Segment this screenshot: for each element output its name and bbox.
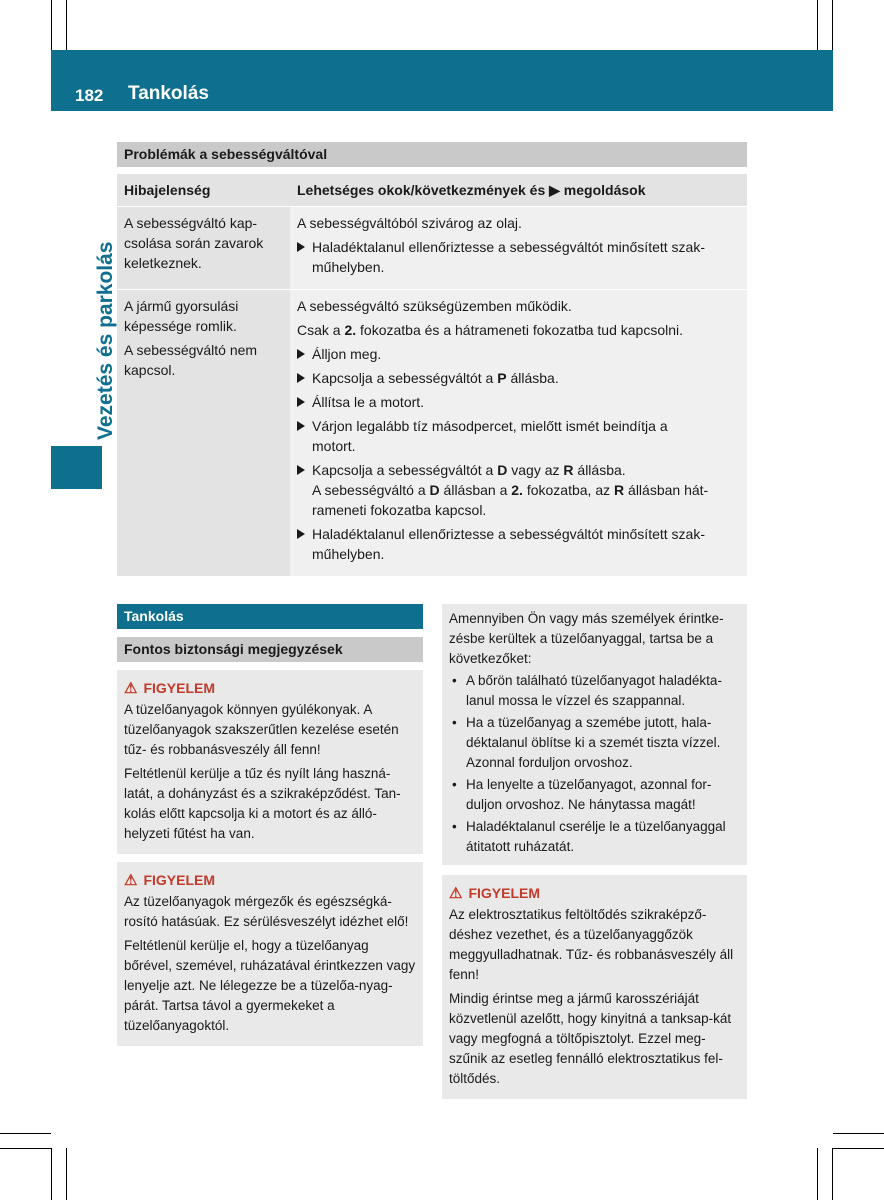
crop-mark	[51, 1148, 52, 1200]
bullet-icon: •	[452, 777, 457, 792]
list-item-text: A bőrön található tüzelőanyagot haladékta-lanul mossa le vízzel és szappannal.	[466, 673, 722, 708]
action-text	[312, 368, 559, 388]
table-row	[117, 207, 747, 289]
action-item	[297, 460, 740, 520]
warning-triangle-icon: ⚠	[124, 680, 138, 697]
list-item	[449, 713, 740, 773]
symptom-cell	[117, 207, 290, 289]
note-text-part: fokozatba, az	[522, 482, 615, 498]
action-item	[297, 524, 740, 564]
page-number: 182	[75, 86, 104, 105]
warning-heading	[124, 870, 416, 891]
table-header-symptom: Hibajelenség	[124, 182, 211, 198]
list-item-text: Ha a tüzelőanyag a szemébe jutott, hala-déktalanul öblítse ki a szemét tiszta vízzel. Azonnal forduljon orvoshoz.	[466, 715, 721, 770]
list-item	[449, 817, 740, 857]
symptom-text: A jármű gyorsulási képessége romlik.	[124, 298, 239, 334]
crop-mark	[66, 0, 67, 50]
warning-label: FIGYELEM	[143, 680, 216, 696]
arrow-icon	[297, 368, 312, 388]
action-text-part: Kapcsolja a sebességváltót a	[312, 370, 498, 386]
gear-label: D	[497, 462, 508, 478]
crop-mark	[66, 1148, 67, 1200]
section-title: Tankolás	[117, 604, 423, 629]
cause-text: A sebességváltóból szivárog az olaj.	[297, 215, 522, 231]
crop-mark	[817, 0, 818, 50]
warning-text: Az tüzelőanyagok mérgezők és egészségká-rosító hatásúak. Ez sérülésveszélyt idézhet elő!	[124, 894, 409, 929]
symptom-text: A sebességváltó nem kapcsol.	[124, 342, 258, 378]
arrow-icon	[297, 460, 312, 520]
symptom-text: A sebességváltó kap- csolása során zavarok keletkeznek.	[124, 215, 264, 271]
warning-text: Az elektrosztatikus feltöltődés szikraképző-déshez vezethet, és a tüzelőanyaggőzök meggyulladhatnak. Tűz- és robbanásveszély áll fenn!	[449, 907, 734, 982]
page-title: Tankolás	[128, 83, 209, 104]
action-text-part: állásba.	[573, 462, 626, 478]
action-text-part: állásba.	[506, 370, 559, 386]
first-aid-box	[442, 604, 747, 865]
action-text: Álljon meg.	[312, 346, 382, 362]
action-item	[297, 416, 740, 456]
arrow-icon	[297, 392, 312, 412]
warning-label: FIGYELEM	[143, 872, 216, 888]
gear-label: R	[614, 482, 625, 498]
warning-text: Feltétlenül kerülje a tűz és nyílt láng haszná-latát, a dohányzást és a szikraképződést. Tan-kolás előtt kapcsolja ki a motort és az álló-helyzeti fűtést ha van.	[124, 766, 401, 841]
table-row	[117, 290, 747, 576]
crop-mark	[833, 1133, 884, 1134]
table-title: Problémák a sebességváltóval	[117, 142, 747, 167]
action-item	[297, 392, 740, 412]
warning-triangle-icon: ⚠	[449, 885, 463, 902]
warning-text: Mindig érintse meg a jármű karosszériáját közvetlenül azelőtt, hogy kinyitná a tanksap-kát vagy megfogná a töltőpisztolyt. Ezzel meg-szűnik az esetleg fennálló elektrosztatikus fel-töltődés.	[449, 991, 732, 1086]
warning-heading	[124, 678, 416, 699]
table-header-row	[117, 174, 747, 206]
bullet-icon: •	[452, 819, 457, 834]
warning-label: FIGYELEM	[468, 885, 541, 901]
list-item-text: Ha lenyelte a tüzelőanyagot, azonnal for-duljon orvoshoz. Ne hánytassa magát!	[466, 777, 712, 812]
gear-label: R	[563, 462, 574, 478]
action-text: Várjon legalább tíz másodpercet, mielőtt ismét beindítja a motort.	[312, 418, 668, 454]
cause-text-part: Csak a	[297, 322, 345, 338]
gear-label: P	[497, 370, 507, 386]
first-aid-intro: Amennyiben Ön vagy más személyek érintke-zésbe kerültek a tüzelőanyaggal, tartsa be a következőket:	[449, 611, 724, 666]
bullet-icon: •	[452, 715, 457, 730]
warning-box	[117, 670, 423, 854]
table-header-causes: Lehetséges okok/következmények és ▶ megoldások	[297, 182, 646, 198]
gear-label: D	[429, 482, 440, 498]
crop-mark	[51, 0, 52, 50]
cause-text	[297, 320, 740, 340]
note-text-part: állásban hát- rameneti fokozatba kapcsol.	[312, 482, 709, 518]
note-text-part: A sebességváltó a	[312, 482, 430, 498]
crop-mark	[0, 1148, 51, 1149]
cause-cell	[290, 207, 747, 289]
note-text-part: állásban a	[439, 482, 512, 498]
crop-mark	[832, 1148, 833, 1200]
action-text-part: vagy az	[507, 462, 564, 478]
warning-box	[117, 862, 423, 1046]
action-text-part: Kapcsolja a sebességváltót a	[312, 462, 498, 478]
crop-mark	[832, 0, 833, 50]
bullet-icon: •	[452, 673, 457, 688]
warning-box	[442, 875, 747, 1099]
symptom-cell	[117, 290, 290, 576]
warning-text: Feltétlenül kerülje el, hogy a tüzelőanyag bőrével, szemével, ruházatával érintkezzen vagy lenyelje azt. Ne lélegezze be a tüzelőa-nyag-párát. Tartsa távol a gyermekeket a tüzelőanyagoktól.	[124, 938, 416, 1033]
side-tab-marker	[51, 446, 102, 489]
side-chapter-text: Vezetés és parkolás	[94, 241, 117, 440]
crop-mark	[817, 1148, 818, 1200]
action-text: Haladéktalanul ellenőriztesse a sebességváltót minősített szak- műhelyben.	[312, 239, 705, 275]
warning-triangle-icon: ⚠	[124, 872, 138, 889]
warning-heading	[449, 883, 740, 904]
arrow-icon	[297, 237, 312, 277]
crop-mark	[833, 1148, 884, 1149]
action-item	[297, 237, 740, 277]
side-chapter-label	[50, 230, 117, 440]
right-column	[442, 604, 747, 1099]
crop-mark	[0, 1133, 51, 1134]
action-item	[297, 368, 740, 388]
subsection-title: Fontos biztonsági megjegyzések	[117, 637, 423, 662]
gear-label: 2.	[511, 482, 523, 498]
action-text: Haladéktalanul ellenőriztesse a sebességváltót minősített szak- műhelyben.	[312, 526, 705, 562]
action-text: Állítsa le a motort.	[312, 394, 425, 410]
gear-label: 2.	[344, 322, 357, 338]
cause-cell	[290, 290, 747, 576]
left-column	[117, 604, 423, 1046]
arrow-icon	[297, 524, 312, 564]
list-item	[449, 671, 740, 711]
problem-table	[117, 142, 747, 576]
list-item	[449, 775, 740, 815]
arrow-icon	[297, 416, 312, 456]
cause-text: A sebességváltó szükségüzemben működik.	[297, 298, 572, 314]
header-bar	[117, 50, 833, 111]
list-item-text: Haladéktalanul cserélje le a tüzelőanyaggal átitatott ruházatát.	[466, 819, 726, 854]
warning-text: A tüzelőanyagok könnyen gyúlékonyak. A tüzelőanyagok szakszerűtlen kezelése esetén tűz- és robbanásveszély áll fenn!	[124, 702, 399, 757]
action-item	[297, 344, 740, 364]
cause-text-part: fokozatba és a hátrameneti fokozatba tud kapcsolni.	[356, 322, 684, 338]
action-text	[312, 460, 708, 520]
arrow-icon	[297, 344, 312, 364]
